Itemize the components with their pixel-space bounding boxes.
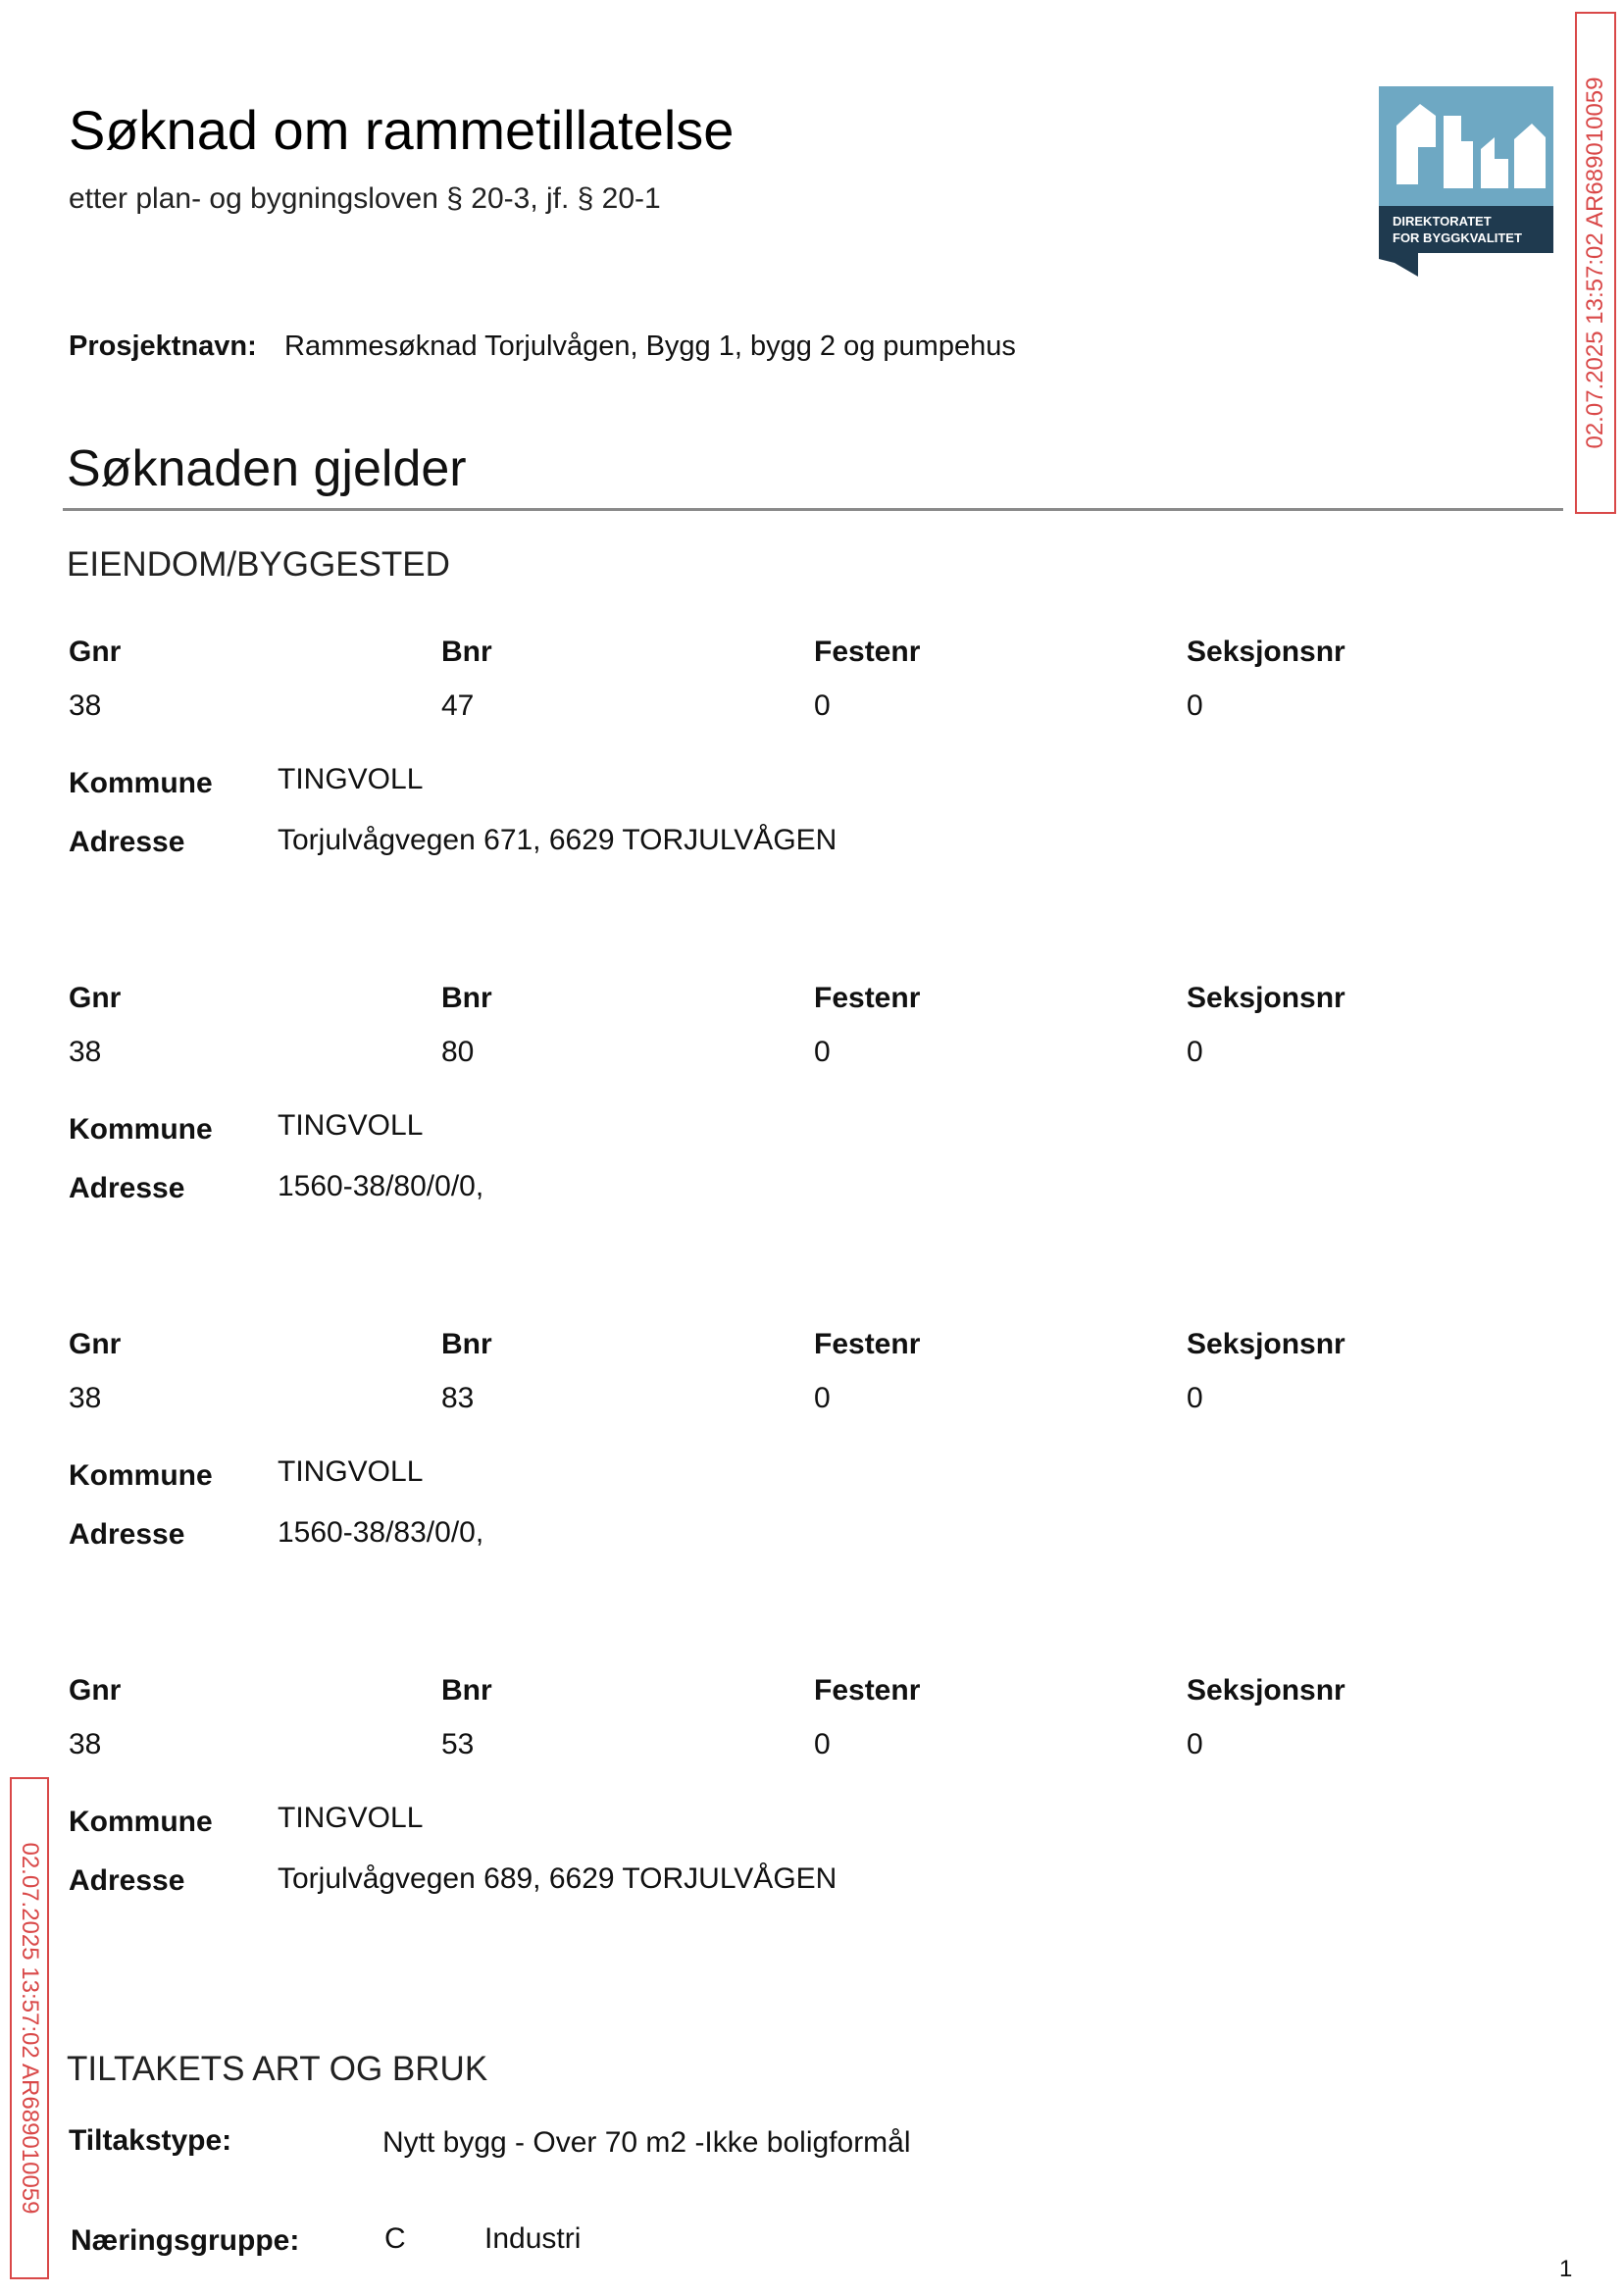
seksjonsnr-label: Seksjonsnr xyxy=(1187,982,1345,1014)
seksjonsnr-value: 0 xyxy=(1187,1036,1203,1068)
gnr-label: Gnr xyxy=(69,1674,122,1707)
kommune-label: Kommune xyxy=(69,1806,213,1838)
adresse-value: 1560-38/83/0/0, xyxy=(278,1516,484,1549)
naeringsgruppe-label: Næringsgruppe: xyxy=(71,2224,300,2257)
adresse-label: Adresse xyxy=(69,1518,185,1551)
adresse-value: Torjulvågvegen 689, 6629 TORJULVÅGEN xyxy=(278,1862,837,1895)
gnr-value: 38 xyxy=(69,1382,102,1414)
tiltakstype-label: Tiltakstype: xyxy=(69,2124,232,2157)
section-divider xyxy=(63,508,1563,511)
kommune-value: TINGVOLL xyxy=(278,1109,424,1142)
seksjonsnr-label: Seksjonsnr xyxy=(1187,636,1345,668)
document-title: Søknad om rammetillatelse xyxy=(69,99,735,161)
page-number: 1 xyxy=(1559,2256,1573,2282)
logo-text-line2: FOR BYGGKVALITET xyxy=(1393,230,1522,245)
bnr-value: 80 xyxy=(441,1036,475,1068)
archive-stamp-right xyxy=(1575,12,1616,514)
gnr-value: 38 xyxy=(69,689,102,722)
gnr-value: 38 xyxy=(69,1036,102,1068)
adresse-value: Torjulvågvegen 671, 6629 TORJULVÅGEN xyxy=(278,824,837,856)
kommune-label: Kommune xyxy=(69,1113,213,1146)
kommune-value: TINGVOLL xyxy=(278,1455,424,1488)
project-name-label: Prosjektnavn: xyxy=(69,331,257,362)
festenr-value: 0 xyxy=(814,1728,831,1760)
tiltakstype-value: Nytt bygg - Over 70 m2 -Ikke boligformål xyxy=(382,2126,911,2159)
logo-text-line1: DIREKTORATET xyxy=(1393,214,1492,229)
archive-stamp-text: 02.07.2025 13:57:02 AR689010059 xyxy=(1582,76,1608,449)
seksjonsnr-value: 0 xyxy=(1187,689,1203,722)
archive-stamp-left xyxy=(10,1777,49,2279)
festenr-label: Festenr xyxy=(814,636,921,668)
seksjonsnr-value: 0 xyxy=(1187,1382,1203,1414)
tiltak-heading: TILTAKETS ART OG BRUK xyxy=(67,2050,488,2088)
document-subtitle: etter plan- og bygningsloven § 20-3, jf. § 20-1 xyxy=(69,182,661,215)
naeringsgruppe-code: C xyxy=(384,2222,406,2255)
seksjonsnr-value: 0 xyxy=(1187,1728,1203,1760)
bnr-value: 47 xyxy=(441,689,475,722)
archive-stamp-text: 02.07.2025 13:57:02 AR689010059 xyxy=(17,1842,43,2215)
bnr-value: 83 xyxy=(441,1382,475,1414)
kommune-value: TINGVOLL xyxy=(278,763,424,795)
bnr-label: Bnr xyxy=(441,982,492,1014)
project-name-value: Rammesøknad Torjulvågen, Bygg 1, bygg 2 og pumpehus xyxy=(284,331,1016,362)
bnr-label: Bnr xyxy=(441,636,492,668)
gnr-label: Gnr xyxy=(69,636,122,668)
festenr-label: Festenr xyxy=(814,1674,921,1707)
festenr-value: 0 xyxy=(814,1036,831,1068)
gnr-label: Gnr xyxy=(69,1328,122,1360)
gnr-label: Gnr xyxy=(69,982,122,1014)
kommune-value: TINGVOLL xyxy=(278,1802,424,1834)
festenr-label: Festenr xyxy=(814,1328,921,1360)
adresse-label: Adresse xyxy=(69,826,185,858)
naeringsgruppe-value: Industri xyxy=(484,2222,582,2255)
adresse-label: Adresse xyxy=(69,1864,185,1897)
festenr-value: 0 xyxy=(814,1382,831,1414)
festenr-value: 0 xyxy=(814,689,831,722)
adresse-value: 1560-38/80/0/0, xyxy=(278,1170,484,1202)
gnr-value: 38 xyxy=(69,1728,102,1760)
seksjonsnr-label: Seksjonsnr xyxy=(1187,1328,1345,1360)
bnr-label: Bnr xyxy=(441,1328,492,1360)
seksjonsnr-label: Seksjonsnr xyxy=(1187,1674,1345,1707)
adresse-label: Adresse xyxy=(69,1172,185,1204)
kommune-label: Kommune xyxy=(69,767,213,799)
dibk-logo xyxy=(1379,86,1553,277)
property-heading: EIENDOM/BYGGESTED xyxy=(67,545,450,584)
bnr-label: Bnr xyxy=(441,1674,492,1707)
kommune-label: Kommune xyxy=(69,1459,213,1492)
section-heading: Søknaden gjelder xyxy=(67,440,467,497)
bnr-value: 53 xyxy=(441,1728,475,1760)
festenr-label: Festenr xyxy=(814,982,921,1014)
